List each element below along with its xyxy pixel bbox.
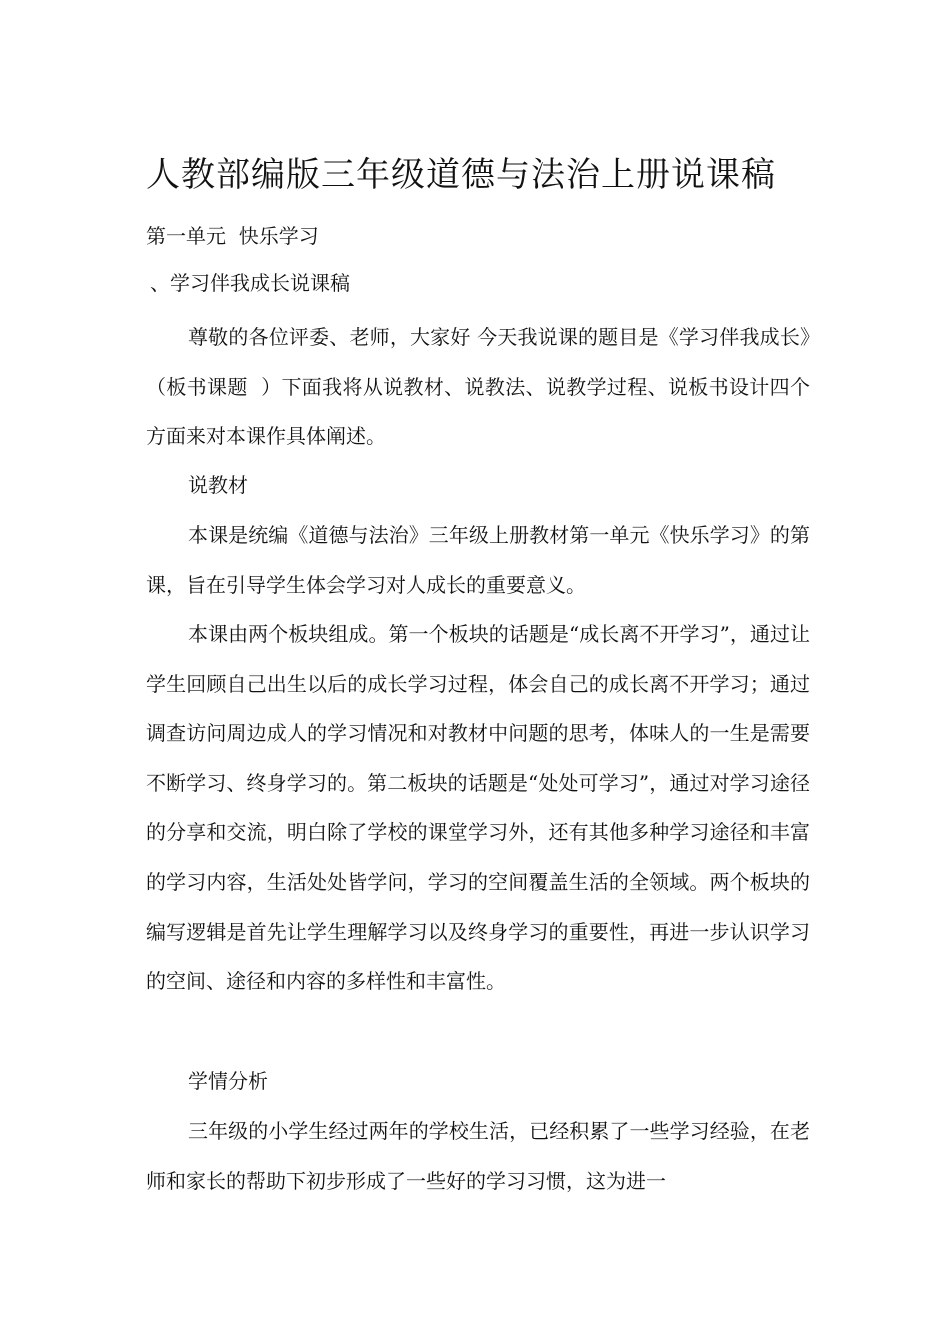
section-heading-students: 学情分析 [188,1069,268,1093]
textbook-paragraph-2: 本课由两个板块组成。第一个板块的话题是“成长离不开学习”，通过让学生回顾自己出生以后的成长学习过程，体会自己的成长离不开学习；通过调查访问周边成人的学习情况和对教材中问题的思考，体味人的一生是需要不断学习、终身学习的。第二板块的话题是“处处可学习”，通过对学习途径的分享和交流，明白除了学校的课堂学习外，还有其他多种学习途径和丰富的学习内容，生活处处皆学问，学习的空间覆盖生活的全领域。两个板块的编写逻辑是首先让学生理解学习以及终身学习的重要性，再进一步认识学习的空间、途径和内容的多样性和丰富性。 [146,622,810,994]
intro-paragraph: 尊敬的各位评委、老师，大家好 今天我说课的题目是《学习伴我成长》（板书课题 ）下面我将从说教材、说教法、说教学过程、说板书设计四个方面来对本课作具体阐述。 [146,325,810,449]
lesson-heading: 、学习伴我成长说课稿 [150,271,350,295]
textbook-paragraph-1: 本课是统编《道德与法治》三年级上册教材第一单元《快乐学习》的第 课，旨在引导学生体会学习对人成长的重要意义。 [146,523,836,597]
unit-heading: 第一单元 快乐学习 [146,224,319,248]
section-heading-textbook: 说教材 [188,473,248,497]
document-title: 人教部编版三年级道德与法治上册说课稿 [146,155,776,195]
students-paragraph-1: 三年级的小学生经过两年的学校生活，已经积累了一些学习经验，在老师和家长的帮助下初步形成了一些好的学习习惯，这为进一 [146,1119,810,1193]
